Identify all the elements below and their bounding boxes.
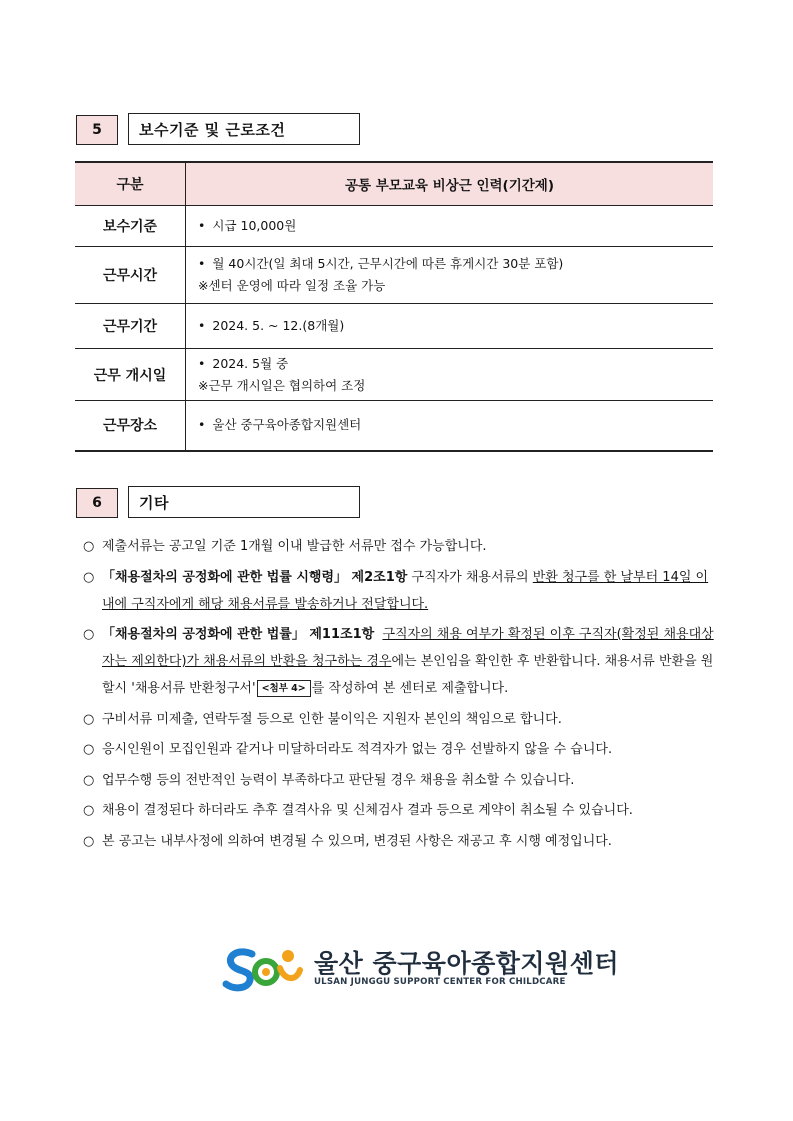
note-text: 응시인원이 모집인원과 같거나 미달하더라도 적격자가 없는 경우 선발하지 않을 수 습니다. [102,742,613,757]
table-row [75,247,713,304]
row-value: • 울산 중구육아종합지원센터 [198,414,713,436]
table-row [75,206,713,247]
center-logo [222,940,620,996]
list-item [83,706,717,733]
circle-bullet-icon: ○ [83,833,95,849]
row-value: • 2024. 5. ~ 12.(8개월) [198,315,713,337]
circle-bullet-icon: ○ [83,627,95,642]
law-reference: 「채용절차의 공정화에 관한 법률 시행령」 제2조1항 [102,569,408,585]
circle-bullet-icon: ○ [83,772,95,788]
note-text: 구비서류 미제출, 연락두절 등으로 인한 불이익은 지원자 본인의 책임으로 합니다. [102,711,562,727]
note-text: 제출서류는 공고일 기준 1개월 이내 발급한 서류만 접수 가능합니다. [102,539,487,554]
table-header-position: 공통 부모교육 비상근 인력(기간제) [186,162,714,206]
logo-english-name: ULSAN JUNGGU SUPPORT CENTER FOR CHILDCARE [314,977,566,987]
circle-bullet-icon: ○ [83,569,95,585]
note-text: 업무수행 등의 전반적인 능력이 부족하다고 판단될 경우 채용을 취소할 수 있습니다. [102,772,575,788]
list-item [83,797,717,824]
row-value: • 2024. 5월 중 [198,353,713,375]
list-item [83,621,717,702]
notes-list [83,533,717,858]
logo-mark-icon [222,940,306,996]
underlined-text: 반환 청구를 한 날부터 14일 이내에 구직자에게 해당 채용서류를 발송하거나 전달합니다. [102,569,709,612]
table-header-category: 구분 [75,162,186,206]
list-item [83,767,717,794]
row-label: 근무기간 [75,304,186,349]
circle-bullet-icon: ○ [83,711,95,727]
note-text: 본 공고는 내부사정에 의하여 변경될 수 있으며, 변경된 사항은 재공고 후 시행 예정입니다. [102,833,612,849]
table-row [75,349,713,401]
circle-bullet-icon: ○ [83,539,95,554]
list-item [83,828,717,855]
note-text: 를 작성하여 본 센터로 제출합니다. [311,681,509,696]
row-label: 근무장소 [75,401,186,451]
table-row [75,304,713,349]
section-title: 보수기준 및 근로조건 [128,113,360,145]
note-text: 에는 본인임을 확인한 후 반환합니다. 채용서류 반환을 원할시 '채용서류 반환청구서' [102,654,714,696]
list-item [83,533,717,560]
row-value: • 시급 10,000원 [198,215,713,237]
note-text: 구직자가 채용서류의 [407,569,533,585]
table-row [75,401,713,451]
section-number: 6 [76,488,118,518]
row-value: • 월 40시간(일 최대 5시간, 근무시간에 따른 휴게시간 30분 포함) [198,253,713,275]
note-text: 채용이 결정된다 하더라도 추후 결격사유 및 신체검사 결과 등으로 계약이 취소될 수 있습니다. [102,803,633,818]
conditions-table [75,161,713,452]
logo-korean-name: 울산 중구육아종합지원센터 [314,949,620,978]
circle-bullet-icon: ○ [83,742,95,757]
row-note: ※센터 운영에 따라 일정 조율 가능 [198,278,386,293]
row-label: 근무시간 [75,247,186,304]
circle-bullet-icon: ○ [83,803,95,818]
table-header-row [75,162,713,206]
row-note: ※근무 개시일은 협의하여 조정 [198,377,366,393]
row-label: 보수기준 [75,206,186,247]
list-item [83,736,717,763]
list-item [83,564,717,618]
row-label: 근무 개시일 [75,349,186,401]
law-reference: 「채용절차의 공정화에 관한 법률」 제11조1항 [102,627,375,642]
section-title: 기타 [128,486,360,518]
underlined-text: 구직자의 채용 여부가 확정된 이후 구직자(확정된 채용대상자는 제외한다)가 채용서류의 반환을 청구하는 경우 [102,627,714,669]
section-number: 5 [76,115,118,145]
attachment-tag: <첨부 4> [257,680,311,697]
